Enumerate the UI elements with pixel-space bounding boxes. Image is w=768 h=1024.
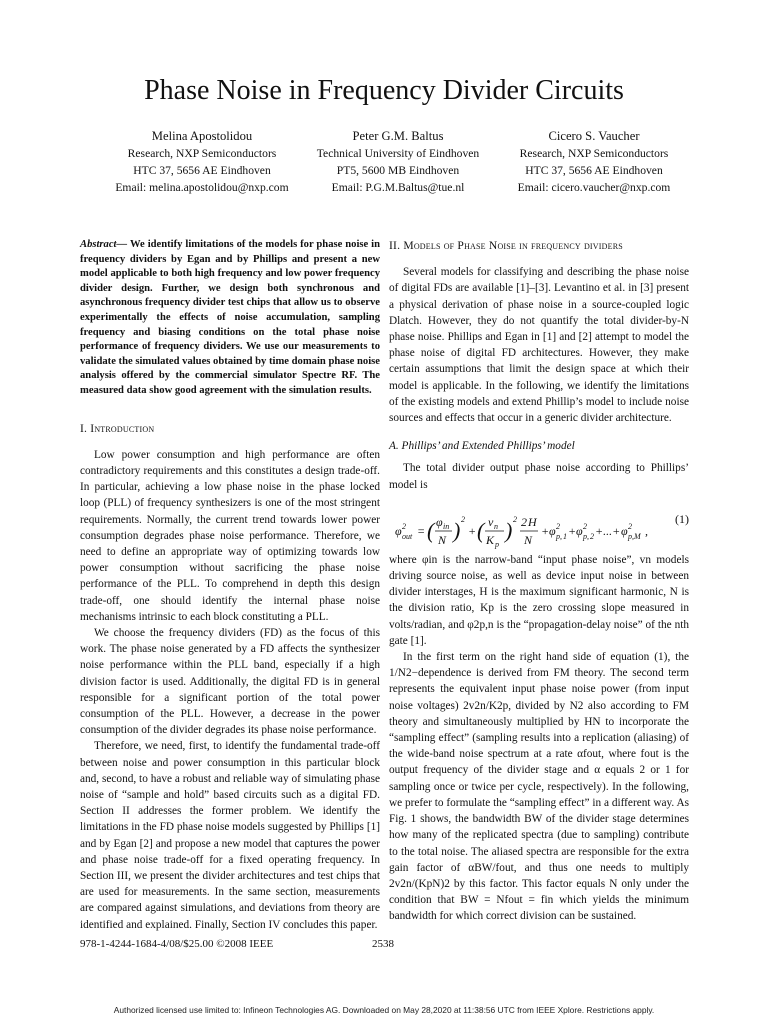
author-address: HTC 37, 5656 AE Eindhoven bbox=[525, 164, 663, 177]
abstract-text: We identify limitations of the models for phase noise in frequency dividers by Egan and by Phillips and present a new model applicable to both high frequency and low power frequency divider design. Further, we design both synchronous and asynchronous frequency divider test chips that allow us to observe experimentally the effects of noise accumulation, sampling frequency and biasing conditions on the total phase noise performance of frequency dividers. We use our measurements to validate the simulated values obtained by time domain phase noise analysis offered by the commercial simulator Spectre RF. The measured data show good agreement with the simulation results. bbox=[80, 239, 380, 396]
models-paragraph-1: Several models for classifying and describing the phase noise of digital FDs are available [1]–[3]. Levantino et al. in [3] present a physical derivation of phase noise in a source-coupled logic Dlatch. However, they do not quantify the total divider-by-N phase noise. Phillips and Egan in [1] and [2] attempt to model the phase noise of digital FD architectures. However, they make certain assumptions that limit the design space at which their model is applicable. In the following, we identify the limitations of the existing models and extend Phillip’s model to include noise sources and effects that occur in a generic divider architecture. bbox=[389, 266, 689, 425]
svg-text:φ: φ bbox=[395, 523, 402, 538]
author-affiliation: Research, NXP Semiconductors bbox=[519, 147, 669, 160]
author-block-3 bbox=[479, 127, 709, 196]
author-affiliation: Research, NXP Semiconductors bbox=[127, 147, 277, 160]
svg-text:2: 2 bbox=[556, 521, 560, 531]
svg-text:+...+: +...+ bbox=[595, 523, 621, 538]
svg-text:p,: p, bbox=[556, 531, 562, 541]
license-notice: Authorized licensed use limited to: Infineon Technologies AG. Downloaded on May 28,2020 at 11:38:56 UTC from IEEE Xplore. Restrictions apply. bbox=[113, 1005, 655, 1015]
svg-text:H: H bbox=[528, 514, 537, 529]
author-name: Peter G.M. Baltus bbox=[352, 129, 444, 143]
svg-text:2: 2 bbox=[513, 514, 517, 524]
subsection-heading-phillips: A. Phillips’ and Extended Phillips’ model bbox=[389, 440, 575, 453]
footer-isbn: 978-1-4244-1684-4/08/$25.00 ©2008 IEEE bbox=[80, 938, 274, 950]
author-email: Email: P.G.M.Baltus@tue.nl bbox=[331, 181, 465, 194]
equation-number: (1) bbox=[675, 511, 689, 526]
svg-text:+: + bbox=[541, 523, 550, 538]
svg-text:in: in bbox=[443, 521, 450, 531]
svg-text:,: , bbox=[645, 523, 648, 538]
svg-text:=: = bbox=[417, 523, 426, 538]
section-heading-models: II. Models of Phase Noise in frequency dividers bbox=[389, 239, 623, 252]
right-column bbox=[389, 238, 689, 925]
section-heading-introduction: I. Introduction bbox=[80, 421, 155, 435]
abstract: Abstract— We identify limitations of the models for phase noise in frequency dividers by Egan and by Phillips and present a new model applicable to both high frequency and low power frequency divider design. Further, we design both synchronous and asynchronous frequency divider test chips that allow us to observe experimentally the effects of noise accumulation, sampling frequency and biasing conditions on the total phase noise performance of frequency dividers. We use our measurements to validate the simulated values obtained by time domain phase noise analysis offered by the commercial simulator Spectre RF. The measured data show good agreement with the simulation results. bbox=[80, 239, 380, 396]
svg-text:2: 2 bbox=[583, 521, 587, 531]
svg-text:n: n bbox=[494, 521, 498, 531]
intro-paragraph-1: Low power consumption and high performance are often contradictory requirements and this constitutes a design trade-off. In particular, achieving a low phase noise in the phase locked loop (PLL) of frequency synthesizers is one of the most stringent requirements. Normally, the current trend towards lower power consumption degrades phase noise performance. Therefore, we need to define an appropriate way of optimizing towards low power consumption without sacrificing the phase noise performance of the PLL. To comprehend in depth this design trade-off, one should identify the internal phase noise mechanisms intrinsic to each block constituting a PLL. bbox=[80, 448, 380, 623]
author-email: Email: cicero.vaucher@nxp.com bbox=[517, 181, 671, 194]
where-paragraph: where φin is the narrow-band “input phase noise”, vn models driving source noise, as well as device input noise in between divider interstages, H is the maximum significant harmonic, N is the division ratio, Kp is the zero crossing slope measured in volts/radian, and φ2p,n is the “propagation-delay noise” of the nth gate [1]. bbox=[389, 553, 689, 647]
svg-text:out: out bbox=[402, 531, 413, 541]
svg-text:2: 2 bbox=[461, 514, 465, 524]
abstract-label: Abstract bbox=[80, 239, 117, 250]
svg-text:v: v bbox=[488, 514, 494, 529]
equation-1 bbox=[389, 501, 689, 549]
author-email: Email: melina.apostolidou@nxp.com bbox=[115, 181, 289, 194]
svg-text:2: 2 bbox=[521, 514, 527, 529]
svg-text:+: + bbox=[468, 523, 477, 538]
author-address: PT5, 5600 MB Eindhoven bbox=[336, 164, 460, 177]
svg-text:p: p bbox=[495, 539, 499, 549]
svg-text:N: N bbox=[438, 532, 447, 547]
author-address: HTC 37, 5656 AE Eindhoven bbox=[133, 164, 271, 177]
page-number: 2538 bbox=[372, 938, 394, 950]
svg-text:φ: φ bbox=[436, 514, 443, 529]
svg-text:K: K bbox=[486, 532, 495, 547]
svg-text:(: ( bbox=[477, 517, 485, 543]
intro-paragraph-2: We choose the frequency dividers (FD) as the focus of this work. The phase noise generated by a FD affects the synthesizer noise performance within the PLL band, especially if a high division factor is used. Additionally, the digital FD is in general responsible for a significant portion of the total power consumption of the PLL. However, a decrease in the power consumption of the divider degrades its phase noise performance. bbox=[80, 626, 380, 737]
svg-text:): ) bbox=[453, 517, 461, 543]
author-affiliation: Technical University of Eindhoven bbox=[316, 147, 480, 160]
svg-text:): ) bbox=[505, 517, 513, 543]
svg-text:+: + bbox=[568, 523, 577, 538]
svg-text:N: N bbox=[524, 532, 533, 547]
first-term-paragraph: In the first term on the right hand side of equation (1), the 1/N2−dependence is derived from FM theory. The second term represents the equivalent input phase noise power (from input noise voltages) 2v2n/K2p, divided by N2 also according to FM theory and simultaneously multiplied by HN to incorporate the “sampling effect” (sampling results into a replication (aliasing) of the wide-band noise spectrum at a rate αfout, where fout is the output frequency of the divider stage and α equals 2 or 1 for sampling once or twice per cycle, respectively). In the following, we prefer to formulate the “sampling effect” in a different way. As Fig. 1 shows, the bandwidth BW of the divider stage determines how many of the replicated spectra (due to sampling) contribute to the total noise. The aliased spectra are responsible for the extra gain factor of αBW/fout, and thus one needs to multiply 2v2n/(KpN)2 by this factor. This factor equals N only under the condition that BW = Nfout = fin which yields the minimum bandwidth for which correct division can be sustained. bbox=[389, 651, 689, 923]
svg-text:2: 2 bbox=[402, 521, 406, 531]
paper-title: Phase Noise in Frequency Divider Circuits bbox=[144, 75, 624, 106]
svg-text:φ: φ bbox=[549, 523, 556, 538]
svg-text:φ: φ bbox=[621, 523, 628, 538]
left-column bbox=[80, 238, 380, 933]
intro-paragraph-3: Therefore, we need, first, to identify the fundamental trade-off between noise and power consumption in this particular block and, second, to have a robust and reliable way of simulating phase noise of “sample and hold” based circuits such as a digital FD. Section II addresses the former problem. We identify the limitations in the FD phase noise models suggested by Phillips [1] and by Egan [2] and propose a new model that captures the power and phase noise trade-off for a fixed operating frequency. In Section III, we present the divider architectures and test chips that are used for measurements. In the same section, measurements are compared against simulations, and deviations from theory are identified and explained. Finally, Section IV concludes this paper. bbox=[80, 740, 380, 931]
svg-text:p,M: p,M bbox=[628, 531, 641, 541]
svg-text:(: ( bbox=[427, 517, 435, 543]
svg-text:2: 2 bbox=[628, 521, 632, 531]
svg-text:p,: p, bbox=[583, 531, 589, 541]
svg-text:φ: φ bbox=[576, 523, 583, 538]
equation-1-formula bbox=[395, 511, 671, 551]
author-name: Cicero S. Vaucher bbox=[548, 129, 640, 143]
phillips-intro: The total divider output phase noise according to Phillips’ model is bbox=[389, 462, 689, 491]
author-name: Melina Apostolidou bbox=[151, 129, 253, 143]
svg-text:1: 1 bbox=[563, 531, 567, 541]
svg-text:2: 2 bbox=[590, 531, 594, 541]
